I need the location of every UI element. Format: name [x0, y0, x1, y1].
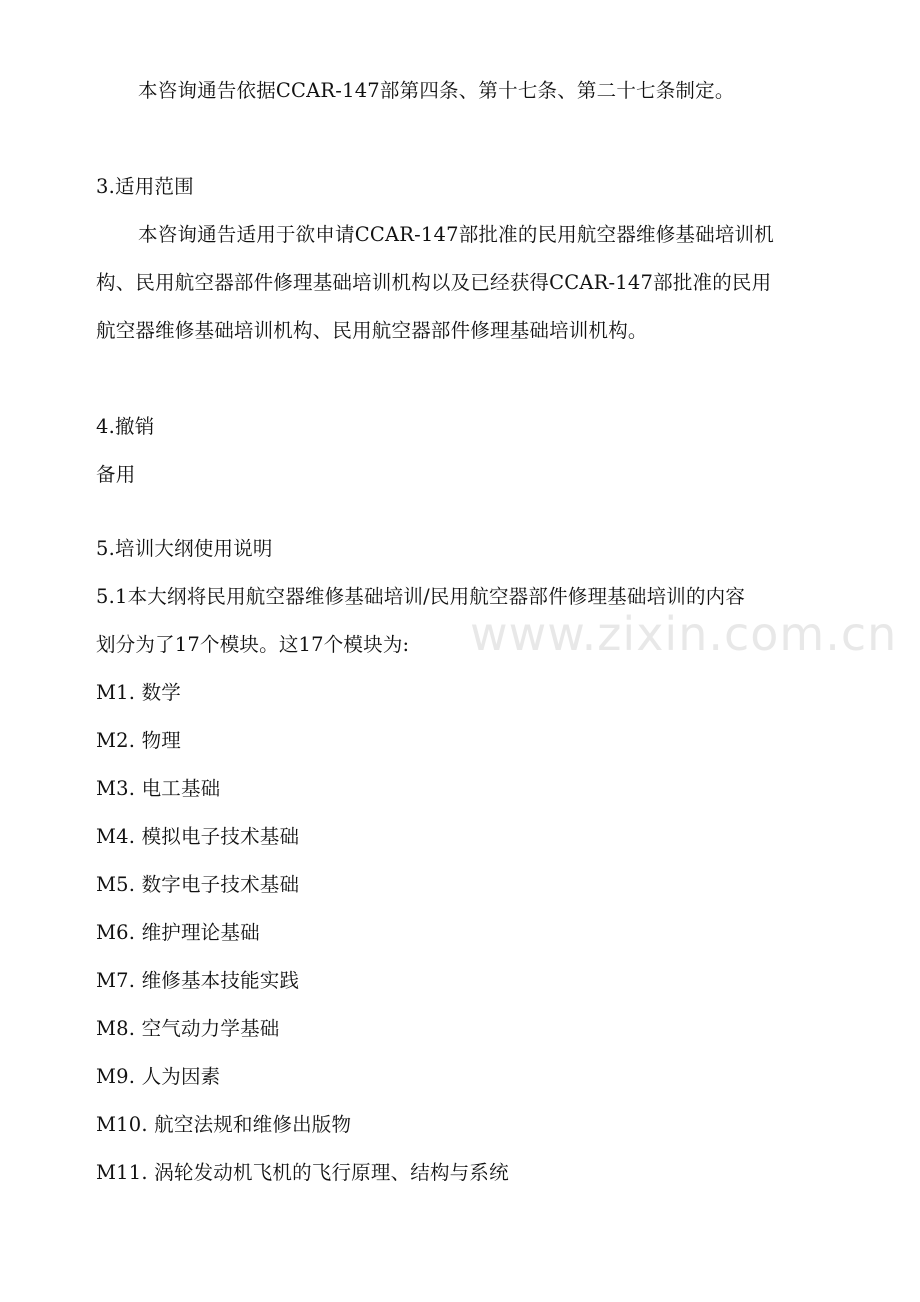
section-5-heading: 5.培训大纲使用说明 [96, 537, 273, 560]
section-5-1-line-1: 5.1本大纲将民用航空器维修基础培训/民用航空器部件修理基础培训的内容 [96, 585, 746, 608]
section-5-1-line-2: 划分为了17个模块。这17个模块为: [96, 633, 410, 656]
module-item: M1. 数学 [96, 681, 181, 704]
module-item: M11. 涡轮发动机飞机的飞行原理、结构与系统 [96, 1161, 509, 1184]
module-item: M8. 空气动力学基础 [96, 1017, 280, 1040]
module-item: M3. 电工基础 [96, 777, 221, 800]
section-4-heading: 4.撤销 [96, 415, 155, 438]
module-item: M5. 数字电子技术基础 [96, 873, 300, 896]
module-item: M4. 模拟电子技术基础 [96, 825, 300, 848]
section-3-heading: 3.适用范围 [96, 175, 194, 198]
section-4-body: 备用 [96, 463, 136, 486]
module-item: M6. 维护理论基础 [96, 921, 260, 944]
module-item: M10. 航空法规和维修出版物 [96, 1113, 352, 1136]
section-3-line-3: 航空器维修基础培训机构、民用航空器部件修理基础培训机构。 [96, 319, 648, 342]
section-3-line-1: 本咨询通告适用于欲申请CCAR-147部批准的民用航空器维修基础培训机 [138, 223, 774, 246]
module-item: M9. 人为因素 [96, 1065, 221, 1088]
watermark: www.zixin.com.cn [470, 607, 898, 661]
module-item: M2. 物理 [96, 729, 181, 752]
module-item: M7. 维修基本技能实践 [96, 969, 300, 992]
section-3-line-2: 构、民用航空器部件修理基础培训机构以及已经获得CCAR-147部批准的民用 [96, 271, 772, 294]
basis-paragraph: 本咨询通告依据CCAR-147部第四条、第十七条、第二十七条制定。 [138, 79, 735, 102]
